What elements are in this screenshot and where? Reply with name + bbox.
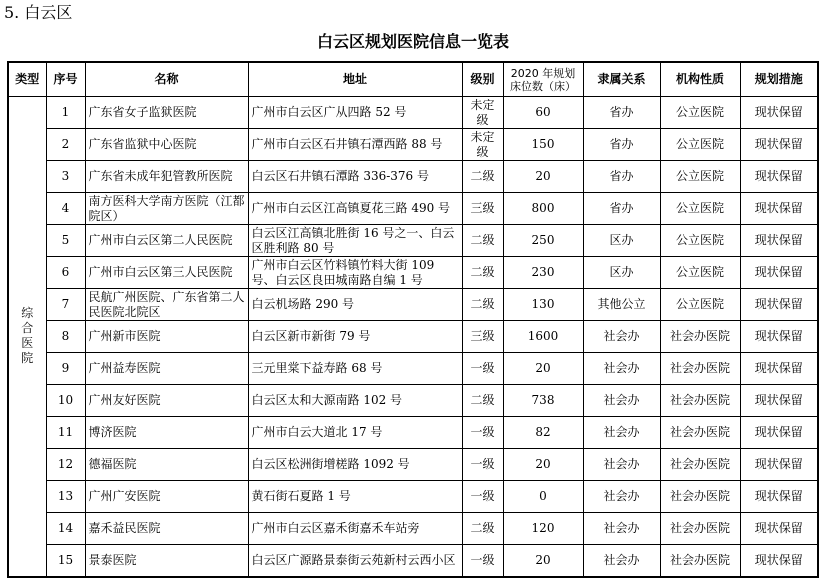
cell-name: 广州市白云区第二人民医院 <box>85 225 248 257</box>
cell-beds: 20 <box>503 449 583 481</box>
cell-measure: 现状保留 <box>740 129 818 161</box>
cell-nature: 社会办医院 <box>660 385 740 417</box>
cell-address: 白云区新市新街 79 号 <box>248 321 462 353</box>
cell-address: 黄石街石夏路 1 号 <box>248 481 462 513</box>
cell-nature: 公立医院 <box>660 257 740 289</box>
cell-level: 二级 <box>462 385 503 417</box>
cell-beds: 130 <box>503 289 583 321</box>
cell-affiliation: 省办 <box>583 97 660 129</box>
cell-seq: 11 <box>46 417 85 449</box>
cell-seq: 8 <box>46 321 85 353</box>
cell-affiliation: 区办 <box>583 225 660 257</box>
header-beds: 2020 年规划床位数（床） <box>503 62 583 97</box>
table-row <box>8 513 818 545</box>
cell-measure: 现状保留 <box>740 545 818 577</box>
cell-level: 三级 <box>462 321 503 353</box>
cell-nature: 公立医院 <box>660 225 740 257</box>
category-char: 院 <box>21 351 34 366</box>
cell-measure: 现状保留 <box>740 193 818 225</box>
table-row <box>8 481 818 513</box>
cell-address: 白云区松洲街增槎路 1092 号 <box>248 449 462 481</box>
cell-nature: 公立医院 <box>660 129 740 161</box>
cell-address: 白云区石井镇石潭路 336-376 号 <box>248 161 462 193</box>
cell-nature: 社会办医院 <box>660 417 740 449</box>
cell-measure: 现状保留 <box>740 225 818 257</box>
cell-nature: 社会办医院 <box>660 321 740 353</box>
cell-name: 南方医科大学南方医院（江都院区） <box>85 193 248 225</box>
cell-beds: 0 <box>503 481 583 513</box>
cell-name: 广州益寿医院 <box>85 353 248 385</box>
cell-beds: 800 <box>503 193 583 225</box>
table-row <box>8 449 818 481</box>
cell-level: 二级 <box>462 289 503 321</box>
cell-address: 广州市白云区竹料镇竹料大街 109 号、白云区良田城南路自编 1 号 <box>248 257 462 289</box>
cell-affiliation: 社会办 <box>583 545 660 577</box>
cell-name: 广东省未成年犯管教所医院 <box>85 161 248 193</box>
category-char: 综 <box>21 306 34 321</box>
cell-beds: 1600 <box>503 321 583 353</box>
section-heading: 5. 白云区 <box>4 3 73 22</box>
cell-affiliation: 省办 <box>583 193 660 225</box>
cell-beds: 60 <box>503 97 583 129</box>
cell-nature: 社会办医院 <box>660 353 740 385</box>
cell-affiliation: 省办 <box>583 161 660 193</box>
cell-measure: 现状保留 <box>740 513 818 545</box>
header-nature: 机构性质 <box>660 62 740 97</box>
cell-beds: 250 <box>503 225 583 257</box>
header-level: 级别 <box>462 62 503 97</box>
table-row <box>8 321 818 353</box>
cell-beds: 230 <box>503 257 583 289</box>
cell-level: 一级 <box>462 353 503 385</box>
cell-affiliation: 社会办 <box>583 417 660 449</box>
cell-level: 三级 <box>462 193 503 225</box>
cell-level: 未定级 <box>462 97 503 129</box>
cell-nature: 公立医院 <box>660 97 740 129</box>
cell-seq: 6 <box>46 257 85 289</box>
cell-nature: 社会办医院 <box>660 449 740 481</box>
table-title: 白云区规划医院信息一览表 <box>316 32 509 51</box>
cell-measure: 现状保留 <box>740 97 818 129</box>
cell-nature: 公立医院 <box>660 289 740 321</box>
cell-level: 一级 <box>462 417 503 449</box>
cell-name: 广东省女子监狱医院 <box>85 97 248 129</box>
cell-seq: 14 <box>46 513 85 545</box>
cell-measure: 现状保留 <box>740 481 818 513</box>
cell-beds: 20 <box>503 545 583 577</box>
cell-affiliation: 其他公立 <box>583 289 660 321</box>
cell-seq: 9 <box>46 353 85 385</box>
table-row <box>8 97 818 129</box>
cell-level: 一级 <box>462 449 503 481</box>
cell-address: 白云机场路 290 号 <box>248 289 462 321</box>
category-char: 合 <box>21 321 34 336</box>
cell-seq: 12 <box>46 449 85 481</box>
table-row <box>8 257 818 289</box>
cell-affiliation: 社会办 <box>583 449 660 481</box>
cell-measure: 现状保留 <box>740 353 818 385</box>
cell-affiliation: 社会办 <box>583 321 660 353</box>
cell-name: 广州广安医院 <box>85 481 248 513</box>
cell-nature: 公立医院 <box>660 161 740 193</box>
cell-address: 白云区江高镇北胜街 16 号之一、白云区胜利路 80 号 <box>248 225 462 257</box>
cell-level: 二级 <box>462 161 503 193</box>
table-row <box>8 225 818 257</box>
header-row <box>8 62 818 97</box>
table-body <box>8 97 818 577</box>
header-seq: 序号 <box>46 62 85 97</box>
cell-measure: 现状保留 <box>740 385 818 417</box>
cell-seq: 15 <box>46 545 85 577</box>
header-affiliation: 隶属关系 <box>583 62 660 97</box>
cell-name: 广州友好医院 <box>85 385 248 417</box>
cell-nature: 社会办医院 <box>660 513 740 545</box>
cell-address: 三元里棠下益寿路 68 号 <box>248 353 462 385</box>
header-measure: 规划措施 <box>740 62 818 97</box>
hospital-table <box>7 61 819 578</box>
cell-seq: 10 <box>46 385 85 417</box>
cell-address: 广州市白云区嘉禾街嘉禾车站旁 <box>248 513 462 545</box>
cell-measure: 现状保留 <box>740 289 818 321</box>
cell-beds: 150 <box>503 129 583 161</box>
table-row <box>8 289 818 321</box>
cell-measure: 现状保留 <box>740 321 818 353</box>
cell-name: 广州市白云区第三人民医院 <box>85 257 248 289</box>
table-row <box>8 417 818 449</box>
table-row <box>8 129 818 161</box>
cell-affiliation: 社会办 <box>583 513 660 545</box>
cell-seq: 5 <box>46 225 85 257</box>
cell-seq: 4 <box>46 193 85 225</box>
cell-name: 民航广州医院、广东省第二人民医院北院区 <box>85 289 248 321</box>
cell-address: 广州市白云大道北 17 号 <box>248 417 462 449</box>
cell-address: 广州市白云区石井镇石潭西路 88 号 <box>248 129 462 161</box>
table-row <box>8 161 818 193</box>
cell-name: 广东省监狱中心医院 <box>85 129 248 161</box>
cell-seq: 13 <box>46 481 85 513</box>
header-type: 类型 <box>8 62 46 97</box>
cell-level: 二级 <box>462 225 503 257</box>
cell-beds: 738 <box>503 385 583 417</box>
cell-beds: 120 <box>503 513 583 545</box>
cell-address: 白云区太和大源南路 102 号 <box>248 385 462 417</box>
cell-seq: 1 <box>46 97 85 129</box>
cell-measure: 现状保留 <box>740 449 818 481</box>
cell-affiliation: 省办 <box>583 129 660 161</box>
cell-measure: 现状保留 <box>740 417 818 449</box>
table-row <box>8 545 818 577</box>
cell-affiliation: 社会办 <box>583 481 660 513</box>
cell-affiliation: 社会办 <box>583 385 660 417</box>
cell-beds: 20 <box>503 161 583 193</box>
cell-beds: 82 <box>503 417 583 449</box>
cell-nature: 社会办医院 <box>660 481 740 513</box>
category-cell <box>8 97 46 577</box>
cell-affiliation: 社会办 <box>583 353 660 385</box>
cell-level: 二级 <box>462 257 503 289</box>
cell-beds: 20 <box>503 353 583 385</box>
cell-address: 广州市白云区广从四路 52 号 <box>248 97 462 129</box>
table-row <box>8 385 818 417</box>
cell-level: 未定级 <box>462 129 503 161</box>
cell-seq: 2 <box>46 129 85 161</box>
cell-level: 一级 <box>462 545 503 577</box>
cell-affiliation: 区办 <box>583 257 660 289</box>
cell-nature: 公立医院 <box>660 193 740 225</box>
cell-address: 白云区广源路景泰街云苑新村云西小区 <box>248 545 462 577</box>
category-char: 医 <box>21 336 34 351</box>
cell-seq: 3 <box>46 161 85 193</box>
cell-address: 广州市白云区江高镇夏花三路 490 号 <box>248 193 462 225</box>
cell-name: 嘉禾益民医院 <box>85 513 248 545</box>
cell-level: 二级 <box>462 513 503 545</box>
cell-measure: 现状保留 <box>740 161 818 193</box>
header-name: 名称 <box>85 62 248 97</box>
cell-name: 景泰医院 <box>85 545 248 577</box>
header-address: 地址 <box>248 62 462 97</box>
table-row <box>8 353 818 385</box>
cell-measure: 现状保留 <box>740 257 818 289</box>
table-row <box>8 193 818 225</box>
cell-seq: 7 <box>46 289 85 321</box>
cell-name: 博济医院 <box>85 417 248 449</box>
cell-name: 广州新市医院 <box>85 321 248 353</box>
cell-level: 一级 <box>462 481 503 513</box>
cell-name: 德福医院 <box>85 449 248 481</box>
cell-nature: 社会办医院 <box>660 545 740 577</box>
